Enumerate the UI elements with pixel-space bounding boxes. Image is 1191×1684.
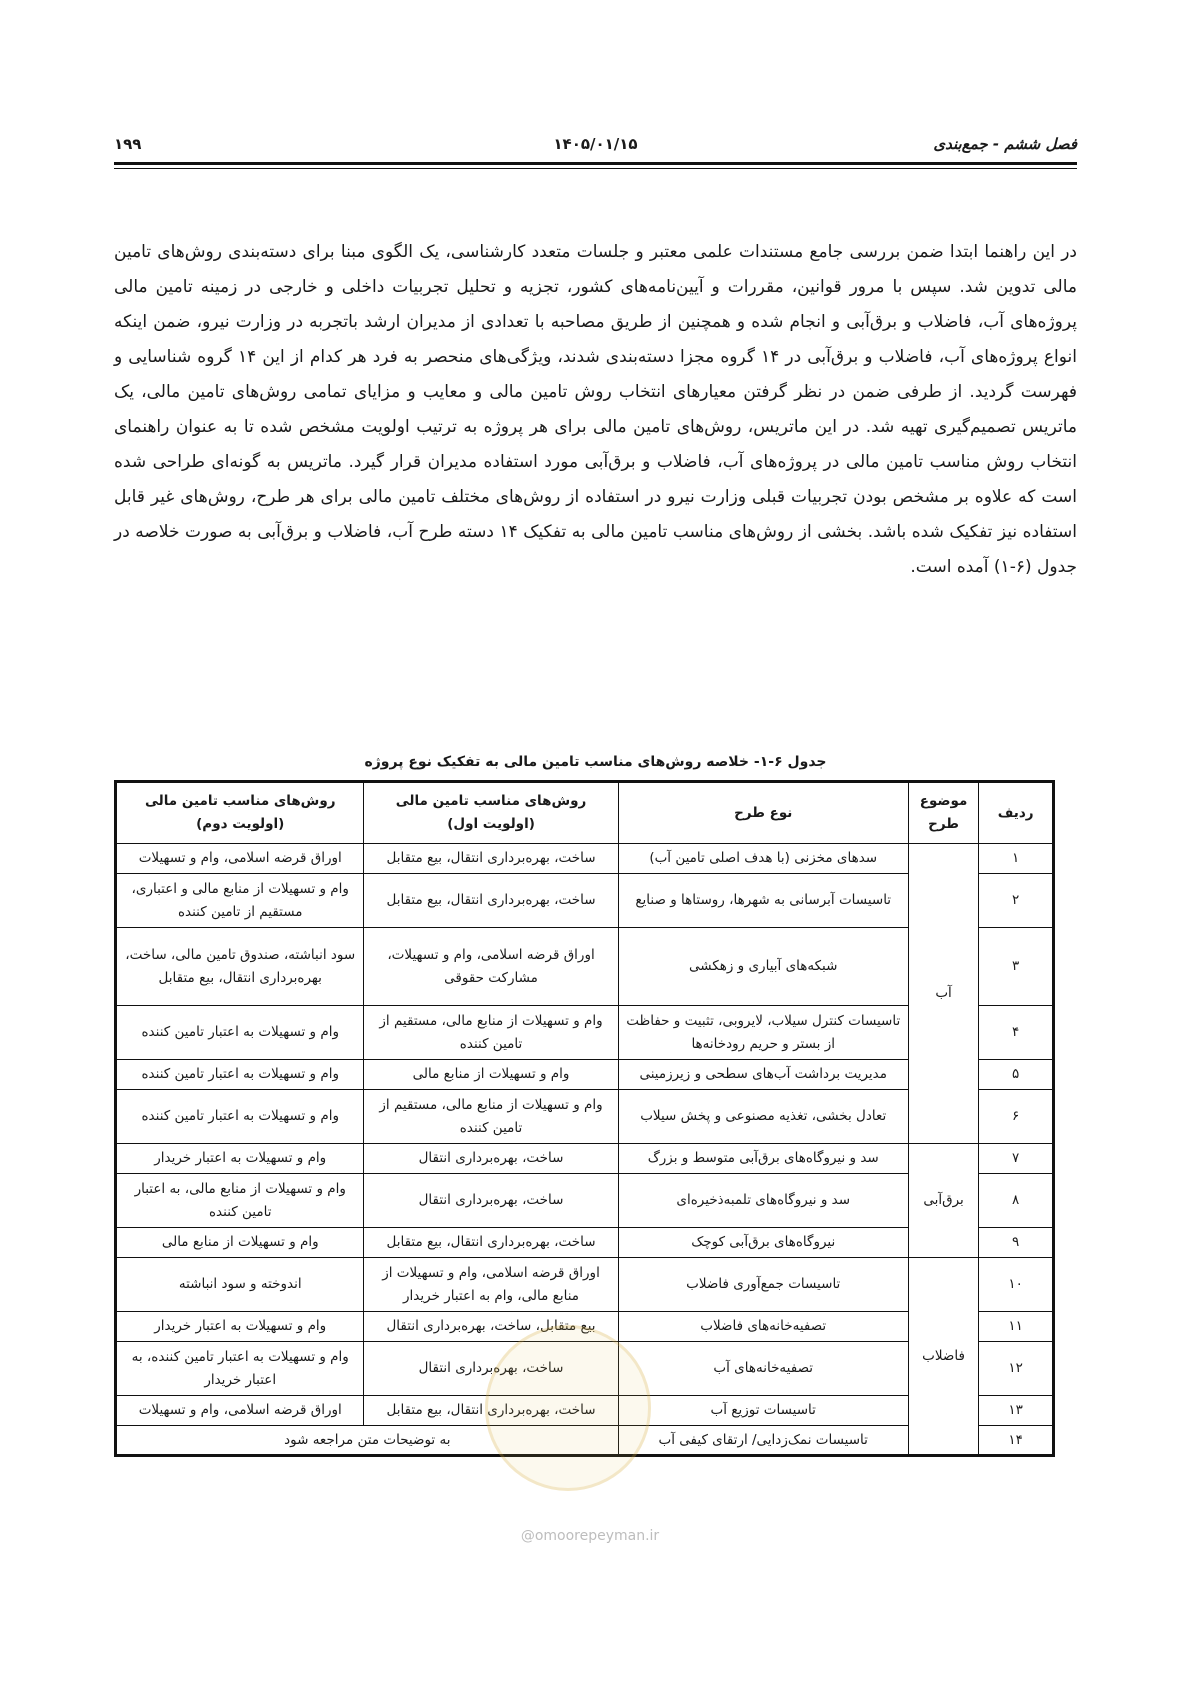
row-number: ۱۴ [979, 1426, 1054, 1456]
watermark-text: @omoorepeyman.ir [520, 1528, 660, 1544]
header-row-number: ردیف [979, 782, 1054, 844]
table-caption: جدول ۶-۱- خلاصه روش‌های مناسب تامین مالی به تفکیک نوع پروژه [364, 754, 827, 770]
priority2-cell: وام و تسهیلات به اعتبار تامین کننده [116, 1090, 364, 1144]
priority1-cell: اوراق قرضه اسلامی، وام و تسهیلات از منابع مالی، وام به اعتبار خریدار [364, 1258, 618, 1312]
priority1-cell: بیع متقابل، ساخت، بهره‌برداری انتقال [364, 1312, 618, 1342]
priority1-cell: ساخت، بهره‌برداری انتقال، بیع متقابل [364, 844, 618, 874]
type-cell: شبکه‌های آبیاری و زهکشی [618, 928, 908, 1006]
type-cell: سد و نیروگاه‌های برق‌آبی متوسط و بزرگ [618, 1144, 908, 1174]
row-number: ۱۰ [979, 1258, 1054, 1312]
header-priority2: روش‌های مناسب تامین مالی (اولویت دوم) [116, 782, 364, 844]
priority1-cell: وام و تسهیلات از منابع مالی، مستقیم از تامین کننده [364, 1090, 618, 1144]
priority2-cell: وام و تسهیلات از منابع مالی، به اعتبار تامین کننده [116, 1174, 364, 1228]
header-rule-thin [114, 168, 1077, 169]
priority2-cell: سود انباشته، صندوق تامین مالی، ساخت، بهره‌برداری انتقال، بیع متقابل [116, 928, 364, 1006]
priority2-cell: وام و تسهیلات از منابع مالی [116, 1228, 364, 1258]
type-cell: تاسیسات کنترل سیلاب، لایروبی، تثبیت و حفاظت از بستر و حریم رودخانه‌ها [618, 1006, 908, 1060]
header-rule-thick [114, 162, 1077, 165]
type-cell: تعادل بخشی، تغذیه مصنوعی و پخش سیلاب [618, 1090, 908, 1144]
priority1-cell: ساخت، بهره‌برداری انتقال [364, 1144, 618, 1174]
table-row [116, 1258, 1054, 1312]
priority1-cell: وام و تسهیلات از منابع مالی، مستقیم از تامین کننده [364, 1006, 618, 1060]
type-cell: مدیریت برداشت آب‌های سطحی و زیرزمینی [618, 1060, 908, 1090]
type-cell: تاسیسات نمک‌زدایی/ ارتقای کیفی آب [618, 1426, 908, 1456]
priority2-cell: وام و تسهیلات از منابع مالی و اعتباری، مستقیم از تامین کننده [116, 874, 364, 928]
merged-note-cell: به توضیحات متن مراجعه شود [116, 1426, 619, 1456]
row-number: ۸ [979, 1174, 1054, 1228]
priority2-cell: اوراق قرضه اسلامی، وام و تسهیلات [116, 1396, 364, 1426]
priority2-cell: وام و تسهیلات به اعتبار خریدار [116, 1312, 364, 1342]
topic-cell: آب [908, 844, 978, 1144]
financing-table [114, 780, 1055, 1457]
row-number: ۷ [979, 1144, 1054, 1174]
header-date: ۱۴۰۵/۰۱/۱۵ [553, 135, 638, 153]
priority2-cell: وام و تسهیلات به اعتبار تامین کننده [116, 1006, 364, 1060]
priority1-cell: ساخت، بهره‌برداری انتقال، بیع متقابل [364, 874, 618, 928]
priority2-cell: اوراق قرضه اسلامی، وام و تسهیلات [116, 844, 364, 874]
table-row [116, 844, 1054, 874]
type-cell: تاسیسات جمع‌آوری فاضلاب [618, 1258, 908, 1312]
priority2-cell: وام و تسهیلات به اعتبار تامین کننده [116, 1060, 364, 1090]
type-cell: تصفیه‌خانه‌های فاضلاب [618, 1312, 908, 1342]
priority1-cell: ساخت، بهره‌برداری انتقال [364, 1174, 618, 1228]
table-header-row [116, 782, 1054, 844]
priority1-cell: ساخت، بهره‌برداری انتقال، بیع متقابل [364, 1396, 618, 1426]
header-type: نوع طرح [618, 782, 908, 844]
row-number: ۹ [979, 1228, 1054, 1258]
row-number: ۱۲ [979, 1342, 1054, 1396]
priority1-cell: ساخت، بهره‌برداری انتقال، بیع متقابل [364, 1228, 618, 1258]
row-number: ۱ [979, 844, 1054, 874]
header-priority1: روش‌های مناسب تامین مالی (اولویت اول) [364, 782, 618, 844]
priority1-cell: وام و تسهیلات از منابع مالی [364, 1060, 618, 1090]
priority2-cell: اندوخته و سود انباشته [116, 1258, 364, 1312]
row-number: ۶ [979, 1090, 1054, 1144]
topic-cell: برق‌آبی [908, 1144, 978, 1258]
topic-cell: فاضلاب [908, 1258, 978, 1456]
row-number: ۱۱ [979, 1312, 1054, 1342]
body-paragraph: در این راهنما ابتدا ضمن بررسی جامع مستندات علمی معتبر و جلسات متعدد کارشناسی، یک الگوی مبنا برای دسته‌بندی روش‌های تامین مالی تدوین شد. سپس با مرور قوانین، مقررات و آیین‌نامه‌های کشور، تجزیه و تحلیل تجربیات داخلی و خارجی در زمینه تامین مالی پروژه‌های آب، فاضلاب و برق‌آبی و انجام شده و همچنین از طریق مصاحبه با تعدادی از مدیران ارشد باتجربه در وزارت نیرو، ضمن اینکه انواع پروژه‌های آب، فاضلاب و برق‌آبی در ۱۴ گروه مجزا دسته‌بندی شدند، ویژگی‌های منحصر به فرد هر کدام از این ۱۴ گروه شناسایی و فهرست گردید. از طرفی ضمن در نظر گرفتن معیارهای انتخاب روش تامین مالی و معایب و مزایای تمامی روش‌های تامین مالی، یک ماتریس تصمیم‌گیری تهیه شد. در این ماتریس، روش‌های تامین مالی برای هر پروژه به ترتیب اولویت مشخص شده تا به عنوان راهنمای انتخاب روش مناسب تامین مالی در پروژه‌های آب، فاضلاب و برق‌آبی مورد استفاده مدیران قرار گیرد. ماتریس به گونه‌ای طراحی شده است که علاوه بر مشخص بودن تجربیات قبلی وزارت نیرو در استفاده از روش‌های مختلف تامین مالی برای هر طرح، روش‌های غیر قابل استفاده نیز تفکیک شده باشد. بخشی از روش‌های مناسب تامین مالی به تفکیک ۱۴ دسته طرح آب، فاضلاب و برق‌آبی به صورت خلاصه در جدول (۶-۱) آمده است. [114, 242, 1077, 577]
priority2-cell: وام و تسهیلات به اعتبار خریدار [116, 1144, 364, 1174]
header-topic: موضوع طرح [908, 782, 978, 844]
page-number: ۱۹۹ [114, 135, 142, 153]
type-cell: نیروگاه‌های برق‌آبی کوچک [618, 1228, 908, 1258]
table-row [116, 1144, 1054, 1174]
type-cell: سدهای مخزنی (با هدف اصلی تامین آب) [618, 844, 908, 874]
row-number: ۲ [979, 874, 1054, 928]
type-cell: تاسیسات آبرسانی به شهرها، روستاها و صنایع [618, 874, 908, 928]
row-number: ۳ [979, 928, 1054, 1006]
row-number: ۵ [979, 1060, 1054, 1090]
chapter-title: فصل ششم - جمع‌بندی [933, 135, 1077, 153]
priority1-cell: ساخت، بهره‌برداری انتقال [364, 1342, 618, 1396]
type-cell: سد و نیروگاه‌های تلمبه‌ذخیره‌ای [618, 1174, 908, 1228]
row-number: ۴ [979, 1006, 1054, 1060]
type-cell: تاسیسات توزیع آب [618, 1396, 908, 1426]
type-cell: تصفیه‌خانه‌های آب [618, 1342, 908, 1396]
row-number: ۱۳ [979, 1396, 1054, 1426]
priority2-cell: وام و تسهیلات به اعتبار تامین کننده، به اعتبار خریدار [116, 1342, 364, 1396]
priority1-cell: اوراق قرضه اسلامی، وام و تسهیلات، مشارکت حقوقی [364, 928, 618, 1006]
page-header [114, 133, 1077, 157]
